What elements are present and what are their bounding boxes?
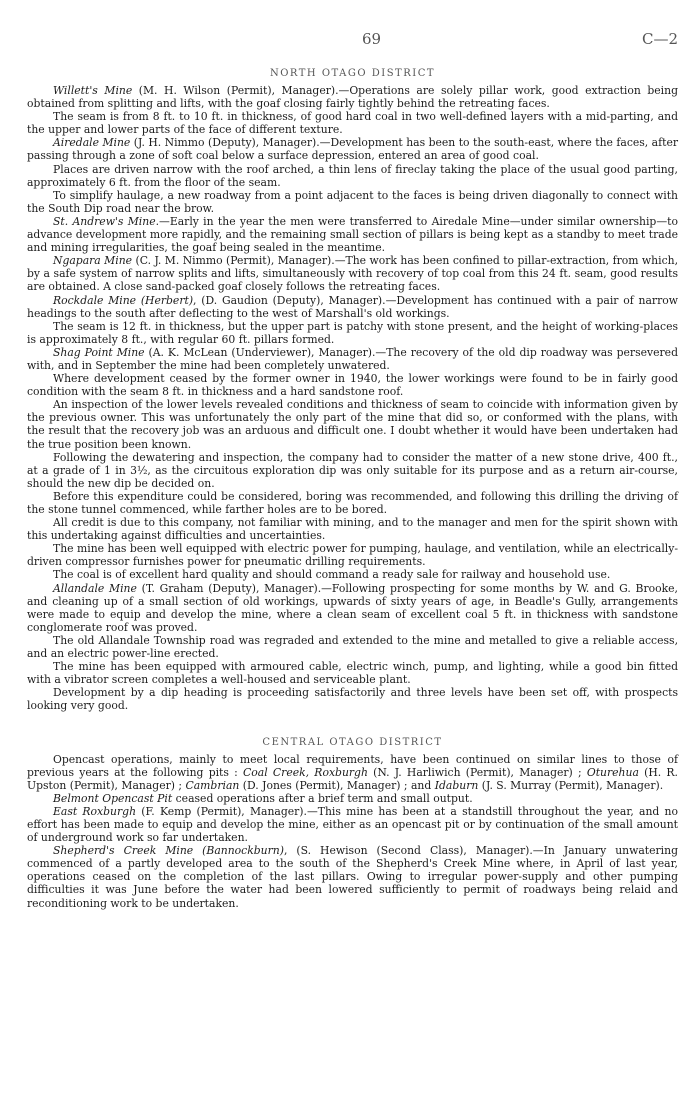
body-paragraph xyxy=(27,372,678,398)
paragraph-text: The coal is of excellent hard quality and should command a ready sale for railway and household use. xyxy=(53,568,611,582)
intro-text: (N. J. Harliwich (Permit), Manager) ; xyxy=(367,765,587,779)
paragraph-text: (C. J. M. Nimmo (Permit), Manager).—The work has been confined to pillar-extraction, from which, by a safe system of narrow splits and lifts, simultaneously with recovery of top coal from this 24 ft. seam, good results are obtained. A close sand-packed goaf closely follows the retreating faces. xyxy=(27,254,679,294)
body-paragraph xyxy=(27,582,678,634)
body-paragraph xyxy=(27,320,678,346)
body-paragraph xyxy=(27,686,678,712)
body-paragraph xyxy=(27,490,678,516)
body-paragraph xyxy=(27,84,678,110)
page-header xyxy=(27,0,678,48)
mine-name: Shag Point Mine xyxy=(53,345,145,359)
mine-name: Belmont Opencast Pit xyxy=(53,791,173,805)
mine-name: Cambrian xyxy=(185,778,240,792)
paragraph-text: The mine has been equipped with armoured cable, electric winch, pump, and lighting, while a good bin fitted with a vibrator screen completes a well-housed and serviceable plant. xyxy=(27,660,678,687)
body-paragraph xyxy=(27,294,678,320)
mine-name: Oturehua xyxy=(586,765,639,779)
mine-name: Rockdale Mine (Herbert) xyxy=(53,293,194,307)
body-paragraph xyxy=(27,136,678,162)
body-paragraph xyxy=(27,215,678,254)
body-paragraph xyxy=(27,516,678,542)
mine-name: Allandale Mine xyxy=(53,581,137,595)
body-paragraph xyxy=(27,346,678,372)
paragraph-text: All credit is due to this company, not familiar with mining, and to the manager and men for the spirit shown with this undertaking against difficulties and uncertainties. xyxy=(27,516,678,543)
body-paragraph xyxy=(27,254,678,293)
mine-name: Coal Creek, Roxburgh xyxy=(243,765,368,779)
mine-name: Airedale Mine xyxy=(53,136,131,150)
intro-text: (J. S. Murray (Permit), Manager). xyxy=(478,778,664,792)
body-paragraph xyxy=(27,634,678,660)
north-otago-heading: NORTH OTAGO DISTRICT xyxy=(269,68,436,79)
mine-name: Idaburn xyxy=(434,778,479,792)
mine-name: St. Andrew's Mine xyxy=(53,214,156,228)
paragraph-text: The seam is 12 ft. in thickness, but the upper part is patchy with stone present, and the height of working-places is approximately 8 ft., with regular 60 ft. pillars formed. xyxy=(27,319,678,346)
paragraph-text: Where development ceased by the former owner in 1940, the lower workings were found to be in fairly good condition with the seam 8 ft. in thickness and a hard sandstone roof. xyxy=(27,372,678,399)
body-paragraph xyxy=(27,189,678,215)
paragraph-text: Before this expenditure could be considered, boring was recommended, and following this drilling the driving of the stone tunnel commenced, while farther holes are to be bored. xyxy=(27,489,678,516)
paragraph-text: , (D. Gaudion (Deputy), Manager).—Development has continued with a pair of narrow headings to the south after deflecting to the west of Marshall's old workings. xyxy=(27,293,678,320)
paragraph-text: Following the dewatering and inspection, the company had to consider the matter of a new stone drive, 400 ft., at a grade of 1 in 3½, as the circuitous exploration dip was only suitable for its purpose and as a return air-course, should the new dip be decided on. xyxy=(27,450,678,490)
paragraph-text: The mine has been well equipped with electric power for pumping, haulage, and ventilation, while an electrically-driven compressor furnishes power for pneumatic drilling requirements. xyxy=(27,542,678,569)
paragraph-text: The seam is from 8 ft. to 10 ft. in thickness, of good hard coal in two well-defined layers with a mid-parting, and the upper and lower parts of the face of different texture. xyxy=(27,110,678,137)
page-number: 69 xyxy=(362,30,382,48)
paragraph-text: (M. H. Wilson (Permit), Manager).—Operations are solely pillar work, good extraction being obtained from splitting and lifts, with the goaf closing fairly tightly behind the retreating faces. xyxy=(27,84,678,111)
body-paragraph xyxy=(27,660,678,686)
paragraph-text: The old Allandale Township road was regraded and extended to the mine and metalled to give a reliable access, and an electric power-line erected. xyxy=(27,633,678,661)
paragraph-text: (T. Graham (Deputy), Manager).—Following prospecting for some months by W. and G. Brooke, and cleaning up of a small section of old workings, upwards of sixty years of age, in Beadle's Gully, arrangements were made to equip and develop the mine, where a clean seam of excellent coal 5 ft. in thickness with sandstone conglomerate roof was proved. xyxy=(27,581,678,634)
body-paragraph xyxy=(27,568,678,581)
paragraph-text: Development by a dip heading is proceeding satisfactorily and three levels have been set off, with prospects looking very good. xyxy=(27,686,678,713)
body-paragraph xyxy=(27,542,678,568)
body-paragraph xyxy=(27,792,678,805)
north-otago-section xyxy=(27,84,678,713)
mine-name: East Roxburgh xyxy=(53,804,137,818)
paragraph-text: (F. Kemp (Permit), Manager).—This mine has been at a standstill throughout the year, and no effort has been made to equip and develop the mine, either as an opencast pit or by continuation of the small amount of underground work so far undertaken. xyxy=(27,804,678,845)
body-paragraph xyxy=(27,110,678,136)
body-paragraph xyxy=(27,844,678,909)
paragraph-text: (J. H. Nimmo (Deputy), Manager).—Development has been to the south-east, where the faces, after passing through a zone of soft coal below a surface depression, entered an area of good coal. xyxy=(27,136,679,163)
central-otago-heading: CENTRAL OTAGO DISTRICT xyxy=(262,736,443,748)
mine-name: Shepherd's Creek Mine (Bannockburn) xyxy=(53,844,284,858)
paragraph-text: To simplify haulage, a new roadway from a point adjacent to the faces is being driven diagonally to connect with the South Dip road near the brow. xyxy=(27,188,678,215)
mine-name: Ngapara Mine xyxy=(53,254,133,268)
paragraph-text: , (S. Hewison (Second Class), Manager).—In January unwatering commenced of a partly developed area to the south of the Shepherd's Creek Mine where, in April of last year, operations ceased on the completion of the last pillars. Owing to irregular power-supply and other pumping difficulties it was June before the water had been lowered sufficiently to permit of roadways being relaid and reconditioning work to be undertaken. xyxy=(27,844,678,910)
intro-text: (H. R. Upston (Permit), Manager) ; xyxy=(27,765,678,792)
section-code: C—2 xyxy=(641,30,678,48)
body-paragraph xyxy=(27,398,678,450)
intro-text: Opencast operations, mainly to meet local requirements, have been continued on similar lines to those of previous years at the following pits : xyxy=(27,752,678,779)
body-paragraph xyxy=(27,451,678,490)
paragraph-text: An inspection of the lower levels revealed conditions and thickness of seam to coincide with information given by the previous owner. This was unfortunately the only part of the mine that did so, or conformed with the plans, with the result that the recovery job was an arduous and difficult one. I doubt whether it would have been undertaken had the true position been known. xyxy=(27,398,678,451)
central-otago-paragraphs xyxy=(27,792,678,910)
body-paragraph xyxy=(27,805,678,844)
central-otago-intro-paragraph xyxy=(27,753,678,792)
paragraph-text: .—Early in the year the men were transferred to Airedale Mine—under similar ownership—to advance development more rapidly, and the remaining small section of pillars is being kept as a standby to meet trade and mining irregularities, the goaf being sealed in the meantime. xyxy=(27,214,678,255)
body-paragraph xyxy=(27,163,678,189)
paragraph-text: (A. K. McLean (Underviewer), Manager).—The recovery of the old dip roadway was persevered with, and in September the mine had been completely unwatered. xyxy=(27,345,678,372)
paragraph-text: Places are driven narrow with the roof arched, a thin lens of fireclay taking the place of the usual good parting, approximately 6 ft. from the floor of the seam. xyxy=(27,162,678,189)
central-otago-section xyxy=(27,753,678,910)
mine-name: Willett's Mine xyxy=(53,84,133,97)
intro-text: (D. Jones (Permit), Manager) ; and xyxy=(239,778,435,792)
paragraph-text: ceased operations after a brief term and small output. xyxy=(172,791,473,805)
